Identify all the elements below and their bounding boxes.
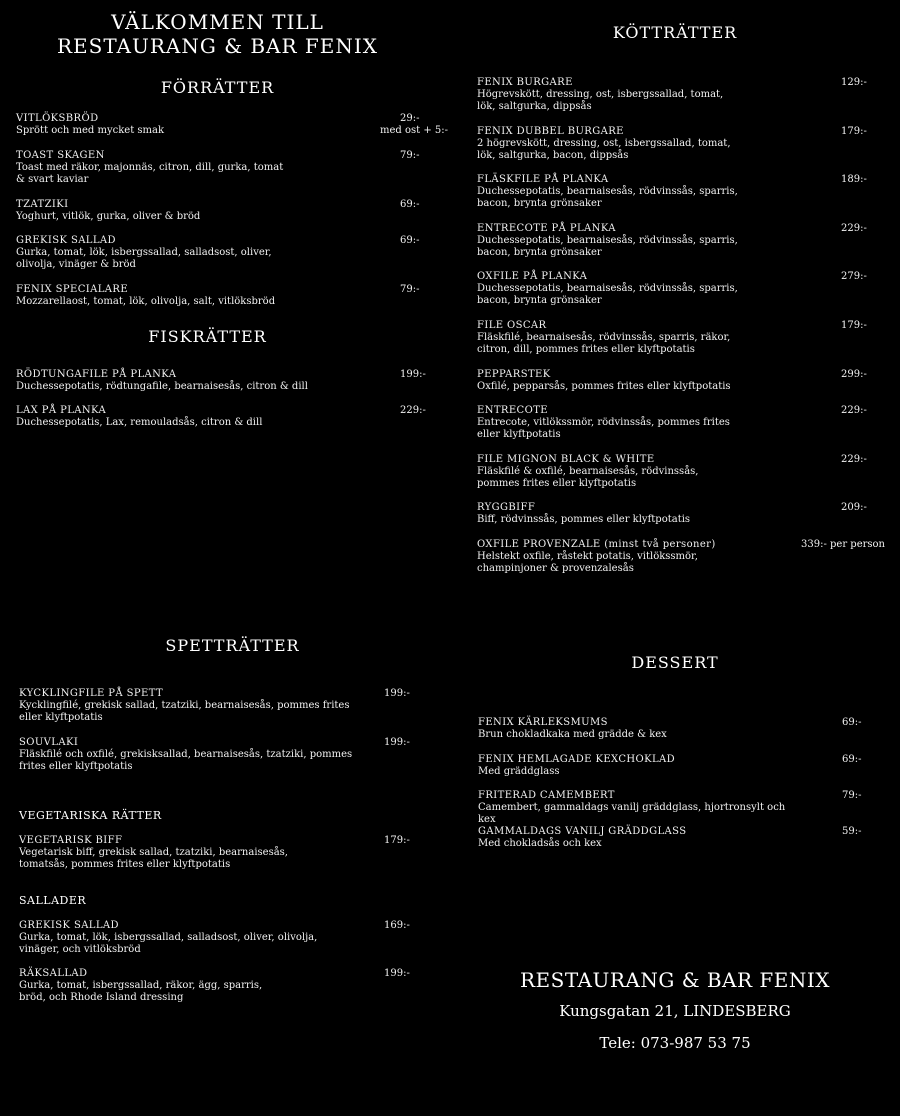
section-title-kottratter: KÖTTRÄTTER bbox=[612, 23, 738, 42]
item-price: 169:- bbox=[384, 920, 410, 931]
item-desc: Högrevskött, dressing, ost, isbergssallad, tomat, lök, saltgurka, dippsås bbox=[477, 89, 724, 112]
footer-address: Kungsgatan 21, LINDESBERG bbox=[559, 1002, 791, 1020]
item-desc: Duchessepotatis, rödtungafile, bearnaisesås, citron & dill bbox=[16, 381, 308, 392]
menu-item bbox=[19, 968, 439, 1004]
header-line-2: RESTAURANG & BAR FENIX bbox=[56, 34, 379, 58]
menu-item bbox=[16, 405, 441, 429]
section-title-dessert: DESSERT bbox=[631, 653, 719, 672]
item-price: 179:- bbox=[841, 126, 867, 137]
item-desc: Toast med räkor, majonnäs, citron, dill, gurka, tomat & svart kaviar bbox=[16, 162, 284, 185]
item-price: 229:- bbox=[841, 223, 867, 234]
menu-item bbox=[16, 113, 448, 137]
item-name: VEGETARISK BIFF bbox=[19, 835, 123, 846]
item-desc: Oxfilé, pepparsås, pommes frites eller klyftpotatis bbox=[477, 381, 731, 392]
item-desc: Gurka, tomat, lök, isbergssallad, salladsost, oliver, olivolja, vinäger, och vitlöksbröd bbox=[19, 932, 318, 955]
section-title-spettratter: SPETTRÄTTER bbox=[165, 636, 300, 655]
item-name: RÄKSALLAD bbox=[19, 968, 88, 979]
item-price: 69:- bbox=[400, 199, 420, 210]
item-desc: Duchessepotatis, bearnaisesås, rödvinssås, sparris, bacon, brynta grönsaker bbox=[477, 186, 738, 209]
menu-item bbox=[16, 199, 441, 223]
item-name: RYGGBIFF bbox=[477, 502, 536, 513]
item-desc: Duchessepotatis, bearnaisesås, rödvinssås, sparris, bacon, brynta grönsaker bbox=[477, 235, 738, 258]
item-price: 79:- bbox=[842, 790, 862, 801]
menu-item bbox=[477, 454, 877, 490]
section-title-forratter: FÖRRÄTTER bbox=[160, 78, 275, 97]
menu-item bbox=[477, 174, 877, 210]
item-name: GREKISK SALLAD bbox=[19, 920, 119, 931]
header-line-1: VÄLKOMMEN TILL bbox=[111, 10, 324, 34]
item-name: FENIX BURGARE bbox=[477, 77, 573, 88]
item-desc: Mozzarellaost, tomat, lök, olivolja, salt, vitlöksbröd bbox=[16, 296, 276, 307]
item-desc: Biff, rödvinssås, pommes eller klyftpotatis bbox=[477, 514, 691, 525]
item-desc: Helstekt oxfile, råstekt potatis, vitlökssmör, champinjoner & provenzalesås bbox=[477, 551, 698, 574]
menu-item bbox=[478, 790, 878, 826]
item-desc: Med gräddglass bbox=[478, 766, 560, 777]
menu-item bbox=[477, 502, 877, 526]
item-price: 29:- bbox=[400, 113, 420, 124]
menu-item bbox=[19, 737, 439, 773]
item-name: FRITERAD CAMEMBERT bbox=[478, 790, 615, 801]
item-price: 179:- bbox=[841, 320, 867, 331]
item-desc: Gurka, tomat, lök, isbergssallad, salladsost, oliver, olivolja, vinäger & bröd bbox=[16, 247, 272, 270]
menu-item bbox=[477, 405, 877, 441]
item-price: 279:- bbox=[841, 271, 867, 282]
item-name: RÖDTUNGAFILE PÅ PLANKA bbox=[16, 369, 177, 380]
item-name: PEPPARSTEK bbox=[477, 369, 551, 380]
menu-item bbox=[16, 284, 441, 308]
item-name: FENIX SPECIALARE bbox=[16, 284, 129, 295]
item-desc: Duchessepotatis, Lax, remouladsås, citron & dill bbox=[16, 417, 263, 428]
section-title-sallader: SALLADER bbox=[19, 894, 87, 907]
menu-item bbox=[477, 320, 877, 356]
menu-item bbox=[477, 369, 877, 393]
menu-item bbox=[16, 150, 441, 186]
item-price: 199:- bbox=[400, 369, 426, 380]
item-price: 229:- bbox=[841, 405, 867, 416]
item-name: VITLÖKSBRÖD bbox=[16, 113, 99, 124]
menu-item bbox=[477, 126, 877, 162]
item-desc: Gurka, tomat, isbergssallad, räkor, ägg, sparris, bröd, och Rhode Island dressing bbox=[19, 980, 263, 1003]
item-name: LAX PÅ PLANKA bbox=[16, 405, 107, 416]
menu-item bbox=[478, 754, 878, 778]
item-name: OXFILE PROVENZALE (minst två personer) bbox=[477, 539, 716, 550]
item-name: FENIX KÄRLEKSMUMS bbox=[478, 717, 608, 728]
item-desc: Yoghurt, vitlök, gurka, oliver & bröd bbox=[16, 211, 201, 222]
item-name: ENTRECOTE PÅ PLANKA bbox=[477, 223, 616, 234]
menu-item bbox=[477, 77, 877, 113]
item-price: 69:- bbox=[842, 754, 862, 765]
item-name: FLÄSKFILE PÅ PLANKA bbox=[477, 174, 609, 185]
menu-item bbox=[16, 235, 441, 271]
item-name: KYCKLINGFILE PÅ SPETT bbox=[19, 688, 164, 699]
item-price: 69:- bbox=[842, 717, 862, 728]
item-price: 299:- bbox=[841, 369, 867, 380]
menu-item bbox=[477, 271, 877, 307]
item-desc: Fläskfilé, bearnaisesås, rödvinssås, sparris, räkor, citron, dill, pommes frites eller klyftpotatis bbox=[477, 332, 731, 355]
menu-item bbox=[478, 826, 878, 850]
item-desc: Brun chokladkaka med grädde & kex bbox=[478, 729, 667, 740]
item-price: 229:- bbox=[400, 405, 426, 416]
item-name: TOAST SKAGEN bbox=[16, 150, 105, 161]
footer-restaurant-name: RESTAURANG & BAR FENIX bbox=[519, 968, 831, 992]
item-name: ENTRECOTE bbox=[477, 405, 548, 416]
item-price: 209:- bbox=[841, 502, 867, 513]
item-name: TZATZIKI bbox=[16, 199, 69, 210]
item-price: 179:- bbox=[384, 835, 410, 846]
item-desc: Vegetarisk biff, grekisk sallad, tzatziki, bearnaisesås, tomatsås, pommes frites eller klyftpotatis bbox=[19, 847, 288, 870]
item-price: 339:- per person bbox=[801, 539, 885, 550]
menu-item bbox=[16, 369, 441, 393]
item-price: 79:- bbox=[400, 284, 420, 295]
menu-item bbox=[19, 920, 439, 956]
section-title-vegetariska: VEGETARISKA RÄTTER bbox=[19, 809, 162, 822]
item-price: 59:- bbox=[842, 826, 862, 837]
item-name: OXFILE PÅ PLANKA bbox=[477, 271, 588, 282]
menu-item bbox=[19, 835, 439, 871]
item-name: GREKISK SALLAD bbox=[16, 235, 116, 246]
item-desc: Entrecote, vitlökssmör, rödvinssås, pommes frites eller klyftpotatis bbox=[477, 417, 730, 440]
item-price: 189:- bbox=[841, 174, 867, 185]
menu-item bbox=[477, 223, 877, 259]
item-name: FENIX DUBBEL BURGARE bbox=[477, 126, 624, 137]
item-desc: Med chokladsås och kex bbox=[478, 838, 602, 849]
item-name: GAMMALDAGS VANILJ GRÄDDGLASS bbox=[478, 826, 687, 837]
section-title-fiskratter: FISKRÄTTER bbox=[148, 327, 267, 346]
header-title bbox=[20, 10, 415, 58]
item-price: 229:- bbox=[841, 454, 867, 465]
item-name: SOUVLAKI bbox=[19, 737, 79, 748]
item-desc: Camembert, gammaldags vanilj gräddglass, hjortronsylt och kex bbox=[478, 802, 786, 825]
item-desc: Sprött och med mycket smak bbox=[16, 125, 165, 136]
item-desc: Fläskfilé & oxfilé, bearnaisesås, rödvinssås, pommes frites eller klyftpotatis bbox=[477, 466, 699, 489]
menu-item bbox=[478, 717, 878, 741]
footer-phone: Tele: 073-987 53 75 bbox=[599, 1034, 751, 1052]
menu-item bbox=[477, 539, 885, 575]
item-desc: Fläskfilé och oxfilé, grekisksallad, bearnaisesås, tzatziki, pommes frites eller klyftpotatis bbox=[19, 749, 353, 772]
item-price: 79:- bbox=[400, 150, 420, 161]
item-desc: Duchessepotatis, bearnaisesås, rödvinssås, sparris, bacon, brynta grönsaker bbox=[477, 283, 738, 306]
item-price: 199:- bbox=[384, 968, 410, 979]
item-price: 129:- bbox=[841, 77, 867, 88]
item-name: FILE OSCAR bbox=[477, 320, 547, 331]
item-desc: 2 högrevskött, dressing, ost, isbergssallad, tomat, lök, saltgurka, bacon, dippsås bbox=[477, 138, 731, 161]
item-name: FILE MIGNON BLACK & WHITE bbox=[477, 454, 655, 465]
menu-item bbox=[19, 688, 439, 724]
item-name: FENIX HEMLAGADE KEXCHOKLAD bbox=[478, 754, 676, 765]
item-price-extra: med ost + 5:- bbox=[380, 125, 448, 136]
item-price: 199:- bbox=[384, 737, 410, 748]
item-price: 199:- bbox=[384, 688, 410, 699]
item-desc: Kycklingfilé, grekisk sallad, tzatziki, bearnaisesås, pommes frites eller klyftpotatis bbox=[19, 700, 350, 723]
item-price: 69:- bbox=[400, 235, 420, 246]
